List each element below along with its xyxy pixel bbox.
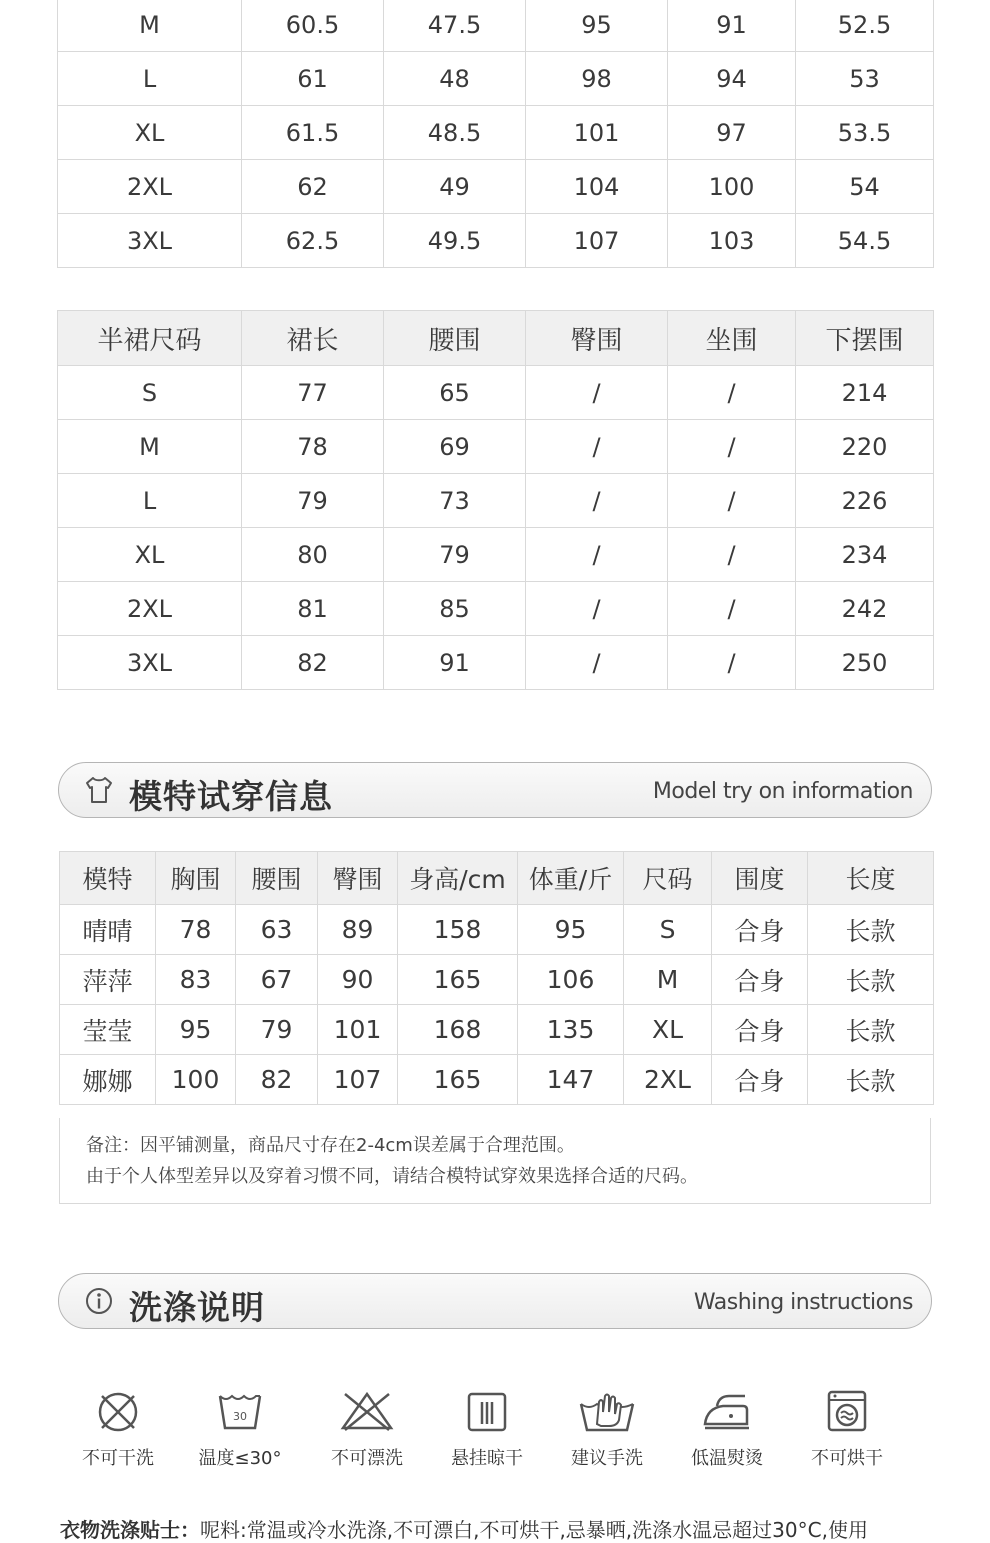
table-cell: 77 [242, 366, 384, 420]
table-cell: 2XL [58, 582, 242, 636]
table-cell: 78 [156, 905, 236, 955]
wash-label: 温度≤30° [198, 1448, 282, 1469]
note-line-1: 备注：因平铺测量，商品尺寸存在2-4cm误差属于合理范围。 [86, 1135, 575, 1156]
table-cell: 合身 [712, 905, 808, 955]
table-cell: / [526, 420, 668, 474]
wash-item-temperature [180, 1388, 300, 1470]
table-cell: 54 [796, 160, 934, 214]
column-header: 体重/斤 [518, 852, 624, 905]
column-header: 坐围 [668, 311, 796, 366]
table-cell: / [526, 636, 668, 690]
note-line-2: 由于个人体型差异以及穿着习惯不同，请结合模特试穿效果选择合适的尺码。 [86, 1166, 698, 1187]
table-cell: M [58, 0, 242, 52]
table-cell: 98 [526, 52, 668, 106]
table-cell: 73 [384, 474, 526, 528]
table-cell: 214 [796, 366, 934, 420]
table-row [60, 955, 934, 1005]
table-row [58, 528, 934, 582]
skirt-size-table-body [58, 366, 934, 690]
table-cell: 89 [318, 905, 398, 955]
info-icon [83, 1286, 115, 1316]
table-row [58, 582, 934, 636]
table-row [58, 366, 934, 420]
table-cell: 萍萍 [60, 955, 156, 1005]
table-cell: 104 [526, 160, 668, 214]
table-cell: 53 [796, 52, 934, 106]
table-cell: 100 [156, 1055, 236, 1105]
table-cell: 65 [384, 366, 526, 420]
column-header: 臀围 [526, 311, 668, 366]
column-header: 长度 [808, 852, 934, 905]
table-cell: 165 [398, 955, 518, 1005]
table-cell: 82 [242, 636, 384, 690]
table-cell: / [526, 528, 668, 582]
hand-wash-icon [577, 1388, 637, 1436]
table-cell: 2XL [624, 1055, 712, 1105]
table-cell: 79 [236, 1005, 318, 1055]
table-cell: / [668, 528, 796, 582]
table-row [58, 160, 934, 214]
table-cell: S [58, 366, 242, 420]
table-cell: / [668, 636, 796, 690]
table-cell: 81 [242, 582, 384, 636]
wash-label: 不可干洗 [82, 1448, 154, 1469]
table-cell: 91 [668, 0, 796, 52]
table-cell: 合身 [712, 1055, 808, 1105]
table-cell: 3XL [58, 636, 242, 690]
table-cell: S [624, 905, 712, 955]
table-cell: 47.5 [384, 0, 526, 52]
table-cell: 82 [236, 1055, 318, 1105]
table-cell: 101 [318, 1005, 398, 1055]
table-cell: 53.5 [796, 106, 934, 160]
column-header: 胸围 [156, 852, 236, 905]
table-cell: 101 [526, 106, 668, 160]
wash-label: 悬挂晾干 [451, 1448, 523, 1469]
table-cell: 莹莹 [60, 1005, 156, 1055]
column-header: 腰围 [236, 852, 318, 905]
table-cell: M [624, 955, 712, 1005]
wash-30-icon [216, 1388, 264, 1436]
table-row [58, 52, 934, 106]
table-cell: 合身 [712, 955, 808, 1005]
table-cell: L [58, 474, 242, 528]
table-cell: 52.5 [796, 0, 934, 52]
top-size-table-body [58, 0, 934, 268]
skirt-size-table [57, 310, 934, 690]
wash-item-low-iron [667, 1388, 787, 1470]
shirt-icon [83, 775, 115, 805]
table-cell: 娜娜 [60, 1055, 156, 1105]
table-cell: 85 [384, 582, 526, 636]
table-cell: 91 [384, 636, 526, 690]
wash-label: 建议手洗 [571, 1448, 643, 1469]
table-cell: 226 [796, 474, 934, 528]
table-cell: 103 [668, 214, 796, 268]
washing-tip [60, 1514, 980, 1543]
table-cell: 135 [518, 1005, 624, 1055]
table-cell: 60.5 [242, 0, 384, 52]
table-cell: XL [58, 528, 242, 582]
table-cell: / [668, 474, 796, 528]
column-header: 围度 [712, 852, 808, 905]
table-cell: 54.5 [796, 214, 934, 268]
table-cell: 长款 [808, 1005, 934, 1055]
table-cell: 69 [384, 420, 526, 474]
table-row [58, 474, 934, 528]
table-cell: / [526, 474, 668, 528]
table-cell: 165 [398, 1055, 518, 1105]
table-row [60, 1005, 934, 1055]
table-cell: XL [58, 106, 242, 160]
wash-label: 不可烘干 [811, 1448, 883, 1469]
column-header: 臀围 [318, 852, 398, 905]
table-cell: 90 [318, 955, 398, 1005]
table-cell: 61 [242, 52, 384, 106]
table-cell: 3XL [58, 214, 242, 268]
table-cell: 106 [518, 955, 624, 1005]
table-cell: / [526, 582, 668, 636]
washing-tip-text: 呢料:常温或冷水洗涤,不可漂白,不可烘干,忌暴晒,洗涤水温忌超过30°C,使用 [200, 1518, 868, 1542]
table-cell: 63 [236, 905, 318, 955]
low-iron-icon [697, 1388, 757, 1436]
washing-tip-label: 衣物洗涤贴士： [60, 1518, 200, 1542]
column-header: 腰围 [384, 311, 526, 366]
table-cell: 242 [796, 582, 934, 636]
model-table-body [60, 905, 934, 1105]
no-dry-clean-icon [94, 1388, 142, 1436]
table-cell: 94 [668, 52, 796, 106]
top-size-table [57, 0, 934, 268]
wash-label: 不可漂洗 [331, 1448, 403, 1469]
wash-label: 低温熨烫 [691, 1448, 763, 1469]
table-row [58, 106, 934, 160]
model-note [59, 1118, 931, 1204]
table-cell: 61.5 [242, 106, 384, 160]
column-header: 身高/cm [398, 852, 518, 905]
table-cell: 2XL [58, 160, 242, 214]
wash-item-no-dry-clean [58, 1388, 178, 1470]
table-cell: / [668, 420, 796, 474]
table-cell: 79 [242, 474, 384, 528]
table-row [58, 420, 934, 474]
table-row [60, 1055, 934, 1105]
table-cell: 107 [526, 214, 668, 268]
table-cell: 107 [318, 1055, 398, 1105]
table-cell: 250 [796, 636, 934, 690]
table-cell: 220 [796, 420, 934, 474]
table-row [58, 214, 934, 268]
table-cell: XL [624, 1005, 712, 1055]
table-cell: L [58, 52, 242, 106]
table-cell: 97 [668, 106, 796, 160]
washing-title: 洗涤说明 [129, 1288, 265, 1327]
table-cell: 长款 [808, 1055, 934, 1105]
hang-dry-icon [463, 1388, 511, 1436]
table-cell: 79 [384, 528, 526, 582]
table-cell: 147 [518, 1055, 624, 1105]
table-cell: 83 [156, 955, 236, 1005]
svg-text:30: 30 [233, 1410, 247, 1423]
column-header: 尺码 [624, 852, 712, 905]
table-row [58, 636, 934, 690]
table-cell: 158 [398, 905, 518, 955]
table-cell: 67 [236, 955, 318, 1005]
table-cell: 95 [156, 1005, 236, 1055]
model-table-header [60, 852, 934, 905]
table-cell: 168 [398, 1005, 518, 1055]
table-cell: 78 [242, 420, 384, 474]
table-cell: 48 [384, 52, 526, 106]
wash-item-no-tumble-dry [787, 1388, 907, 1470]
table-cell: / [668, 366, 796, 420]
table-cell: 49 [384, 160, 526, 214]
table-cell: 62 [242, 160, 384, 214]
washing-subtitle: Washing instructions [693, 1290, 913, 1315]
table-cell: 234 [796, 528, 934, 582]
table-cell: M [58, 420, 242, 474]
table-cell: 48.5 [384, 106, 526, 160]
wash-item-no-bleach [307, 1388, 427, 1470]
model-try-on-table [59, 851, 934, 1105]
wash-item-hand-wash [547, 1388, 667, 1470]
wash-item-hang-dry [427, 1388, 547, 1470]
table-cell: 49.5 [384, 214, 526, 268]
table-cell: / [526, 366, 668, 420]
washing-banner [58, 1273, 932, 1329]
table-cell: / [668, 582, 796, 636]
model-info-subtitle: Model try on information [652, 779, 913, 804]
table-cell: 95 [518, 905, 624, 955]
no-tumble-dry-icon [823, 1388, 871, 1436]
column-header: 裙长 [242, 311, 384, 366]
table-row [58, 0, 934, 52]
model-info-banner [58, 762, 932, 818]
table-cell: 80 [242, 528, 384, 582]
table-cell: 晴晴 [60, 905, 156, 955]
table-cell: 62.5 [242, 214, 384, 268]
skirt-size-table-header [58, 311, 934, 366]
table-row [60, 905, 934, 955]
table-cell: 合身 [712, 1005, 808, 1055]
table-cell: 95 [526, 0, 668, 52]
table-cell: 长款 [808, 905, 934, 955]
table-cell: 长款 [808, 955, 934, 1005]
column-header: 半裙尺码 [58, 311, 242, 366]
column-header: 下摆围 [796, 311, 934, 366]
table-cell: 100 [668, 160, 796, 214]
column-header: 模特 [60, 852, 156, 905]
model-info-title: 模特试穿信息 [129, 777, 333, 816]
no-bleach-icon [339, 1388, 395, 1436]
